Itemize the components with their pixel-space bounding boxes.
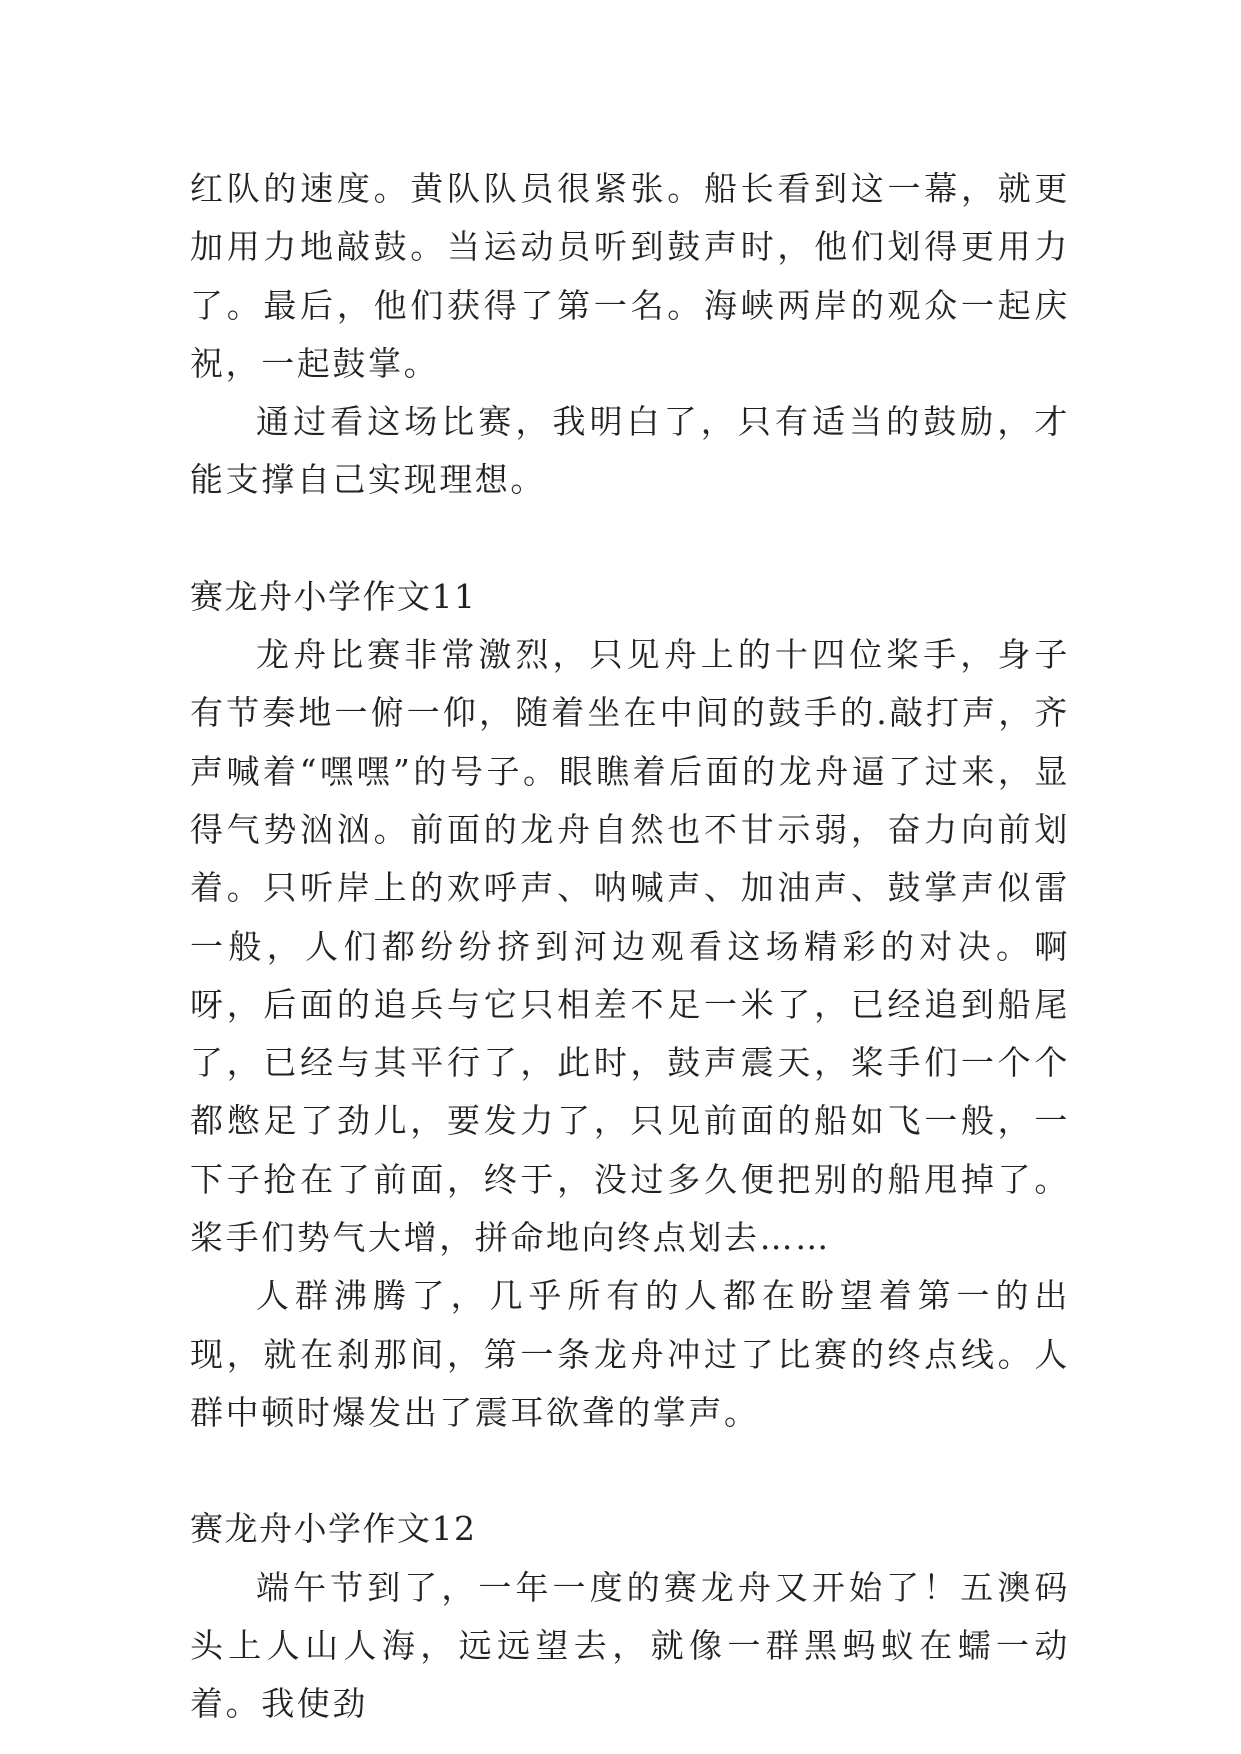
paragraph: 通过看这场比赛，我明白了，只有适当的鼓励，才能支撑自己实现理想。 — [190, 402, 1070, 500]
paragraph: 端午节到了，一年一度的赛龙舟又开始了！五澳码头上人山人海，远远望去，就像一群黑蚂蚁在蠕一动着。我使劲 — [190, 1567, 1070, 1724]
section-heading: 赛龙舟小学作文11 — [190, 576, 477, 616]
document-body — [190, 160, 1070, 1733]
paragraph: 人群沸腾了，几乎所有的人都在盼望着第一的出现，就在刹那间，第一条龙舟冲过了比赛的终点线。人群中顿时爆发出了震耳欲聋的掌声。 — [190, 1276, 1070, 1432]
paragraph: 龙舟比赛非常激烈，只见舟上的十四位桨手，身子有节奏地一俯一仰，随着坐在中间的鼓手的.敲打声，齐声喊着“嘿嘿”的号子。眼瞧着后面的龙舟逼了过来，显得气势汹汹。前面的龙舟自然也不甘示弱，奋力向前划着。只听岸上的欢呼声、呐喊声、加油声、鼓掌声似雷一般，人们都纷纷挤到河边观看这场精彩的对决。啊呀，后面的追兵与它只相差不足一米了，已经追到船尾了，已经与其平行了，此时，鼓声震天，桨手们一个个都憋足了劲儿，要发力了，只见前面的船如飞一般，一下子抢在了前面，终于，没过多久便把别的船甩掉了。桨手们势气大增，拼命地向终点划去…… — [190, 635, 1070, 1258]
paragraph: 红队的速度。黄队队员很紧张。船长看到这一幕，就更加用力地敲鼓。当运动员听到鼓声时，他们划得更用力了。最后，他们获得了第一名。海峡两岸的观众一起庆祝，一起鼓掌。 — [190, 169, 1070, 383]
section-heading: 赛龙舟小学作文12 — [190, 1509, 477, 1549]
